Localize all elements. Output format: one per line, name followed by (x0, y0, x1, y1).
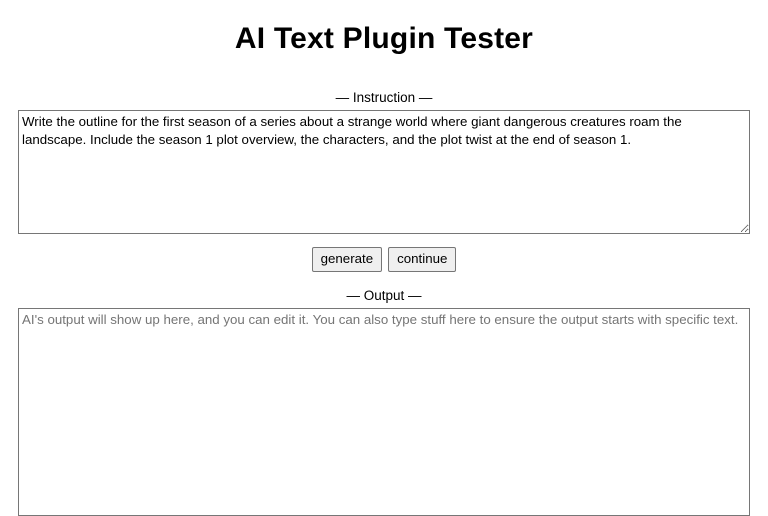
instruction-label: — Instruction — (335, 90, 433, 105)
action-button-row (18, 247, 750, 272)
instruction-input[interactable] (18, 110, 750, 234)
generate-button[interactable]: generate (312, 247, 383, 272)
page-title: AI Text Plugin Tester (234, 22, 534, 55)
app-container (0, 21, 768, 516)
continue-button[interactable]: continue (388, 247, 456, 272)
output-label: — Output — (346, 288, 422, 303)
output-input[interactable] (18, 308, 750, 516)
